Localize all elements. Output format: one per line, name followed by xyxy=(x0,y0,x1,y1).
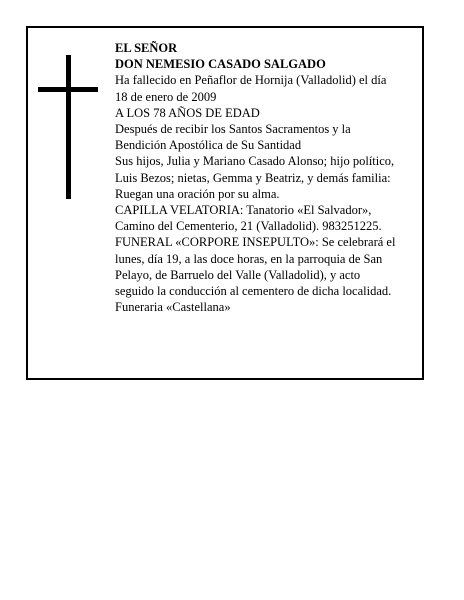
funeral-home-line: Funeraria «Castellana» xyxy=(115,300,231,315)
funeral-line-4: seguido la conducción al cementero de dicha localidad. xyxy=(115,284,392,299)
chapel-line-2: Camino del Cementerio, 21 (Valladolid). 983251225. xyxy=(115,219,382,234)
funeral-line-2: lunes, día 19, a las doce horas, en la parroquia de San xyxy=(115,251,383,266)
obituary-notice xyxy=(26,26,424,380)
deceased-name: DON NEMESIO CASADO SALGADO xyxy=(115,57,326,72)
age-line: A LOS 78 AÑOS DE EDAD xyxy=(115,105,260,120)
honorific-line: EL SEÑOR xyxy=(115,41,178,55)
cross-horizontal-bar xyxy=(38,87,98,92)
funeral-line-1: FUNERAL «CORPORE INSEPULTO»: Se celebrará el xyxy=(115,235,396,250)
funeral-line-3: Pelayo, de Barruelo del Valle (Valladolid), y acto xyxy=(115,267,361,282)
prayer-request-line: Ruegan una oración por su alma. xyxy=(115,186,280,201)
cross-icon xyxy=(38,55,98,199)
death-date-line: 18 de enero de 2009 xyxy=(115,89,217,104)
notice-text xyxy=(115,40,425,315)
sacraments-line-2: Bendición Apostólica de Su Santidad xyxy=(115,138,302,153)
family-line-2: Luis Bezos; nietas, Gemma y Beatriz, y demás familia: xyxy=(115,170,391,185)
family-line-1: Sus hijos, Julia y Mariano Casado Alonso; hijo político, xyxy=(115,154,395,169)
death-place-line: Ha fallecido en Peñaflor de Hornija (Valladolid) el día xyxy=(115,73,387,88)
sacraments-line-1: Después de recibir los Santos Sacramentos y la xyxy=(115,122,351,137)
cross-vertical-bar xyxy=(66,55,71,199)
chapel-line-1: CAPILLA VELATORIA: Tanatorio «El Salvador», xyxy=(115,203,372,218)
